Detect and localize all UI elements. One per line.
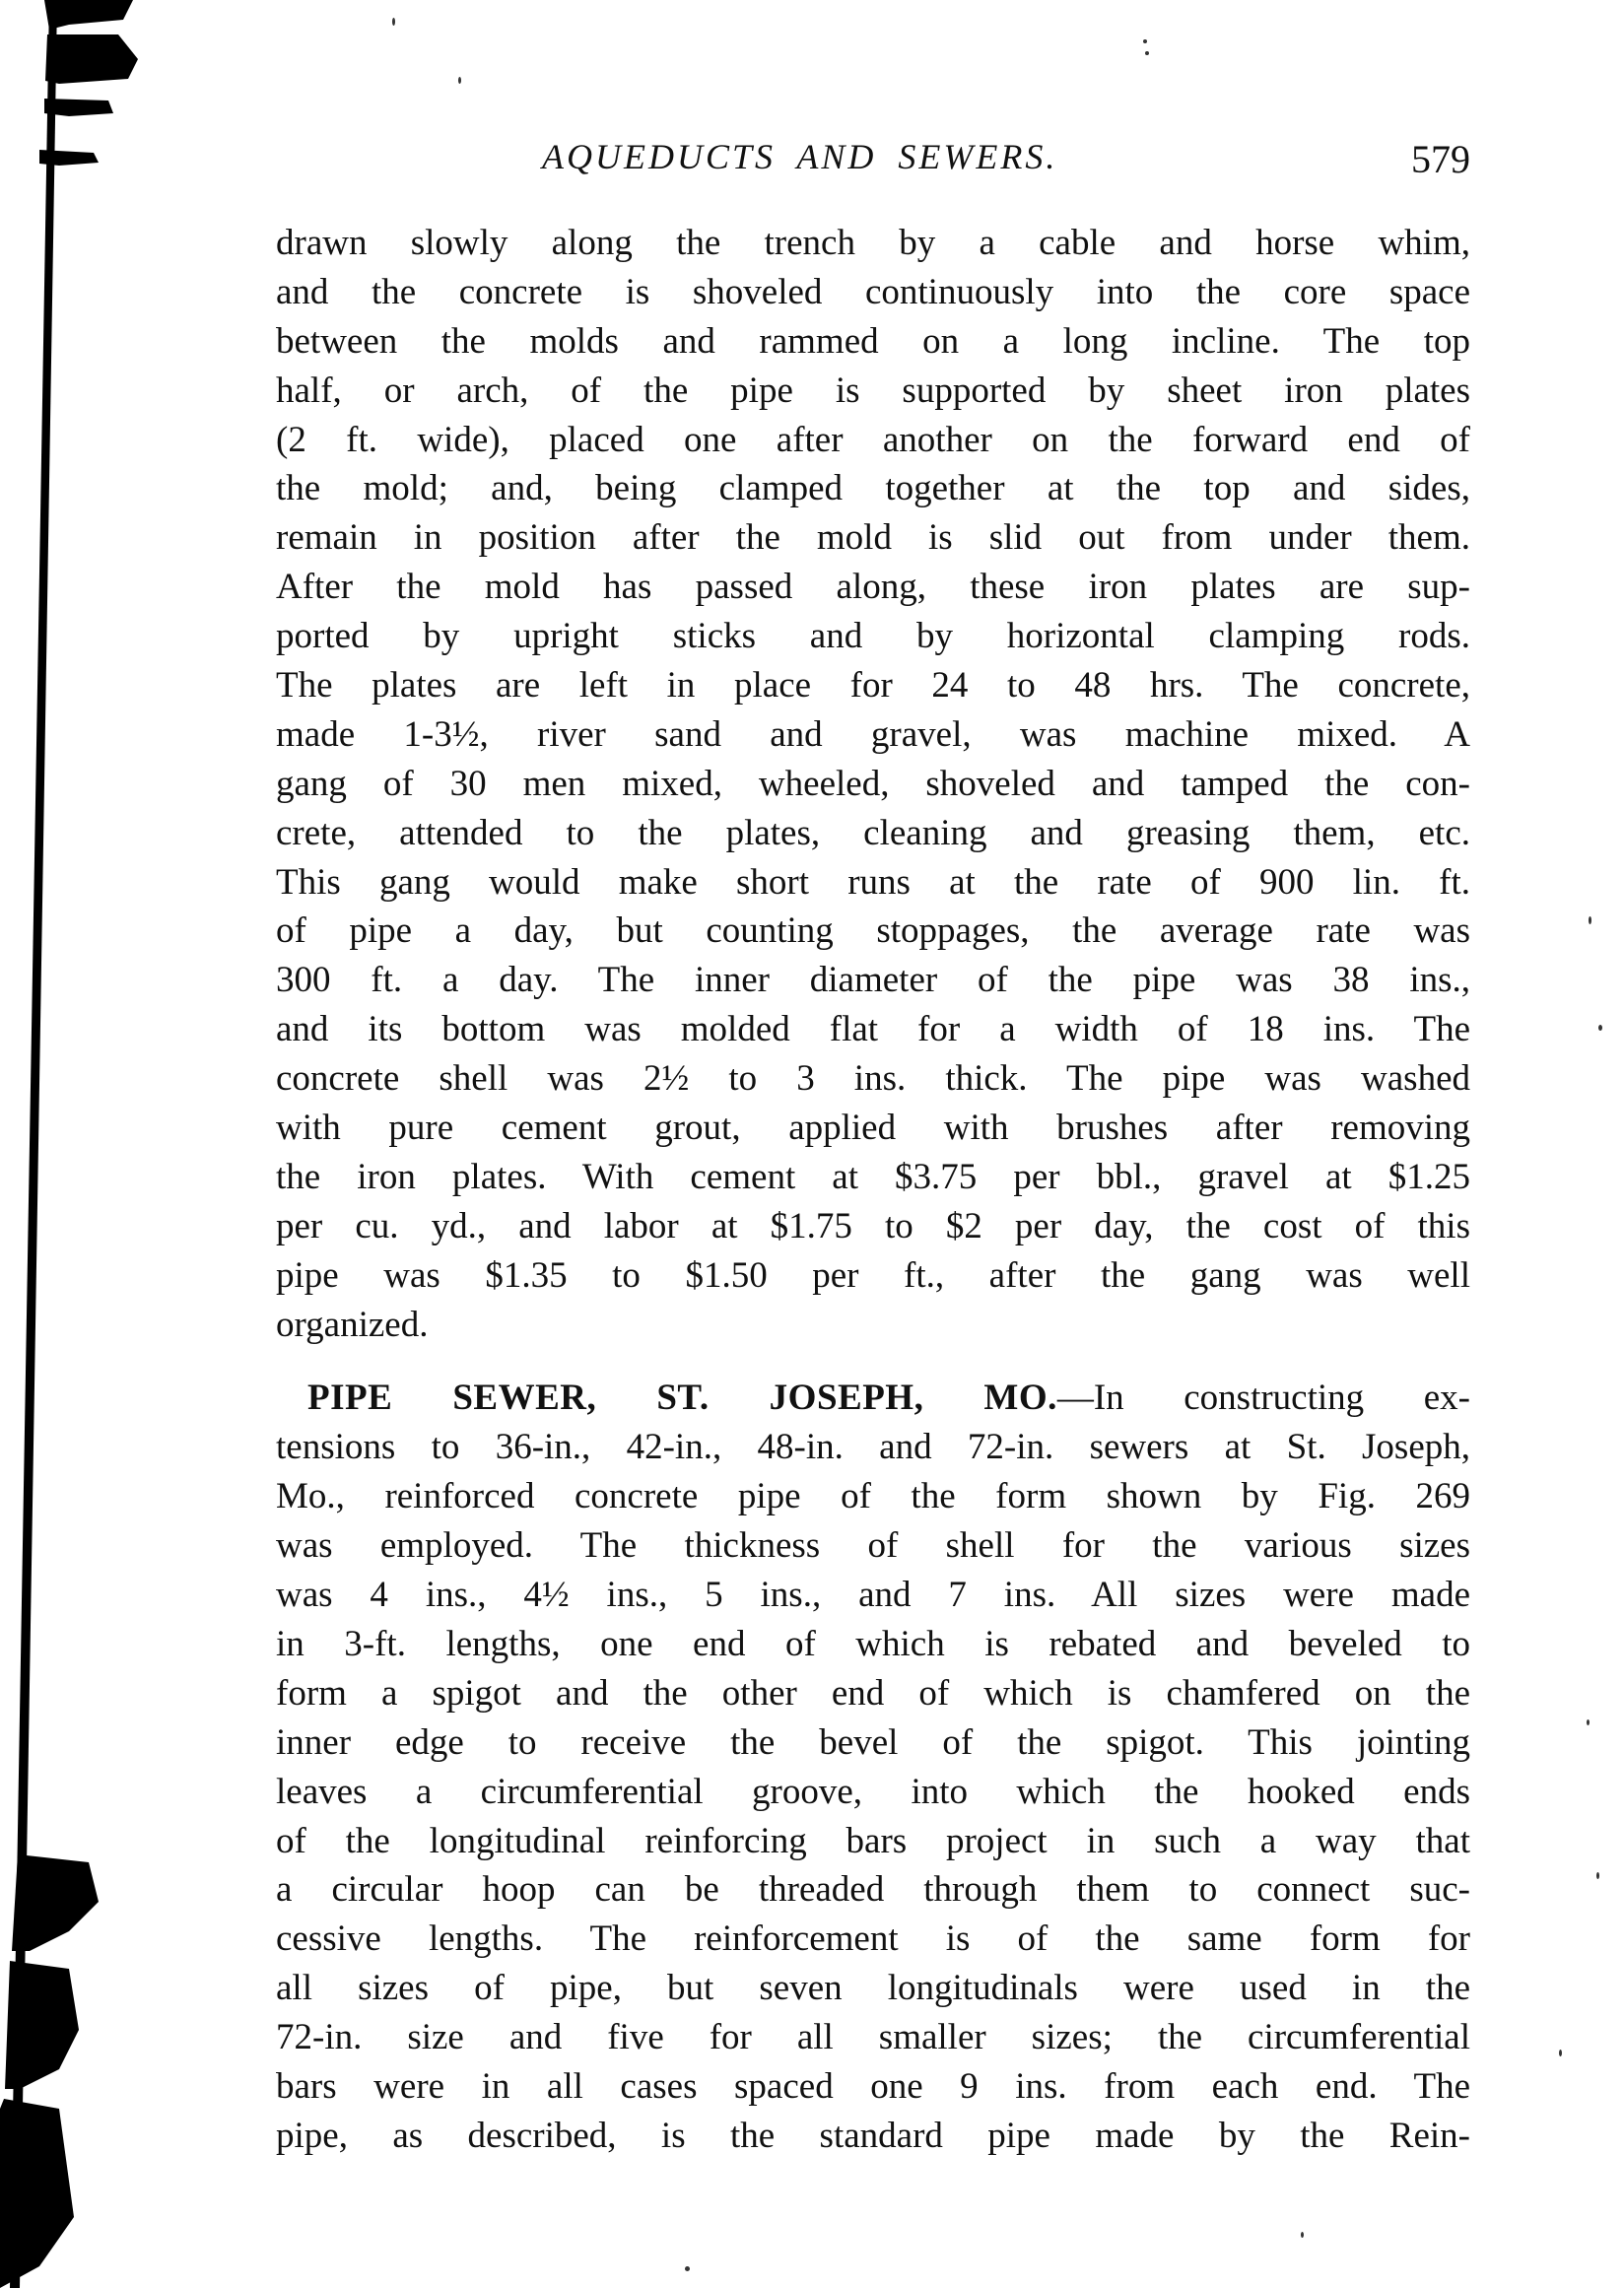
text-line: was employed. The thickness of shell for the various sizes — [276, 1525, 1470, 1567]
running-title: AQUEDUCTS AND SEWERS. — [542, 137, 1058, 176]
text-line: crete, attended to the plates, cleaning and greasing them, etc. — [276, 812, 1470, 853]
text-line: form a spigot and the other end of which is chamfered on the — [276, 1672, 1470, 1714]
text-line: the mold; and, being clamped together at the top and sides, — [276, 468, 1470, 509]
paragraph-1 — [276, 219, 1470, 1349]
text-line: ported by upright sticks and by horizontal clamping rods. — [276, 616, 1470, 657]
text-line: inner edge to receive the bevel of the spigot. This jointing — [276, 1721, 1470, 1763]
scan-binding-edge — [0, 0, 158, 2288]
text-line-with-heading — [276, 1374, 1470, 1423]
body-text — [276, 219, 1470, 2161]
text-line: made 1-3½, river sand and gravel, was machine mixed. A — [276, 713, 1470, 755]
text-line: (2 ft. wide), placed one after another on the forward end of — [276, 419, 1470, 460]
text-line: After the mold has passed along, these iron plates are sup- — [276, 567, 1470, 608]
text-line: a circular hoop can be threaded through them to connect suc- — [276, 1869, 1470, 1911]
text-line: tensions to 36-in., 42-in., 48-in. and 72-in. sewers at St. Joseph, — [276, 1427, 1470, 1468]
text-line: half, or arch, of the pipe is supported by sheet iron plates — [276, 370, 1470, 411]
text-line: pipe, as described, is the standard pipe made by the Rein- — [276, 2115, 1470, 2156]
text-run: —In constructing ex- — [1056, 1378, 1470, 1419]
text-line: This gang would make short runs at the rate of 900 lin. ft. — [276, 861, 1470, 903]
text-line: per cu. yd., and labor at $1.75 to $2 per day, the cost of this — [276, 1205, 1470, 1246]
text-line: and its bottom was molded flat for a width of 18 ins. The — [276, 1009, 1470, 1050]
text-line: Mo., reinforced concrete pipe of the form shown by Fig. 269 — [276, 1476, 1470, 1517]
page-number: 579 — [1411, 137, 1470, 181]
text-line: cessive lengths. The reinforcement is of the same form for — [276, 1918, 1470, 1960]
section-heading: PIPE SEWER, ST. JOSEPH, MO. — [307, 1378, 1057, 1419]
paragraph-2 — [276, 1374, 1470, 2160]
text-line: and the concrete is shoveled continuously into the core space — [276, 271, 1470, 312]
text-line: was 4 ins., 4½ ins., 5 ins., and 7 ins. All sizes were made — [276, 1575, 1470, 1616]
text-line: between the molds and rammed on a long incline. The top — [276, 320, 1470, 362]
text-line: all sizes of pipe, but seven longitudinals were used in the — [276, 1968, 1470, 2009]
text-line: in 3-ft. lengths, one end of which is rebated and beveled to — [276, 1623, 1470, 1664]
text-line: of the longitudinal reinforcing bars project in such a way that — [276, 1820, 1470, 1861]
text-line: remain in position after the mold is slid out from under them. — [276, 517, 1470, 559]
text-line: bars were in all cases spaced one 9 ins. from each end. The — [276, 2065, 1470, 2107]
text-line: 300 ft. a day. The inner diameter of the pipe was 38 ins., — [276, 960, 1470, 1001]
running-head — [276, 136, 1470, 195]
text-line: concrete shell was 2½ to 3 ins. thick. The pipe was washed — [276, 1058, 1470, 1100]
text-line: pipe was $1.35 to $1.50 per ft., after the gang was well — [276, 1254, 1470, 1296]
text-line: gang of 30 men mixed, wheeled, shoveled and tamped the con- — [276, 763, 1470, 804]
text-line: of pipe a day, but counting stoppages, the average rate was — [276, 910, 1470, 952]
text-line: with pure cement grout, applied with brushes after removing — [276, 1108, 1470, 1149]
text-line: leaves a circumferential groove, into which the hooked ends — [276, 1771, 1470, 1812]
text-line: drawn slowly along the trench by a cable and horse whim, — [276, 223, 1470, 263]
text-line: the iron plates. With cement at $3.75 per bbl., gravel at $1.25 — [276, 1156, 1470, 1197]
text-line: 72-in. size and five for all smaller sizes; the circumferential — [276, 2017, 1470, 2058]
text-line: organized. — [276, 1304, 429, 1345]
text-line: The plates are left in place for 24 to 48 hrs. The concrete, — [276, 665, 1470, 707]
